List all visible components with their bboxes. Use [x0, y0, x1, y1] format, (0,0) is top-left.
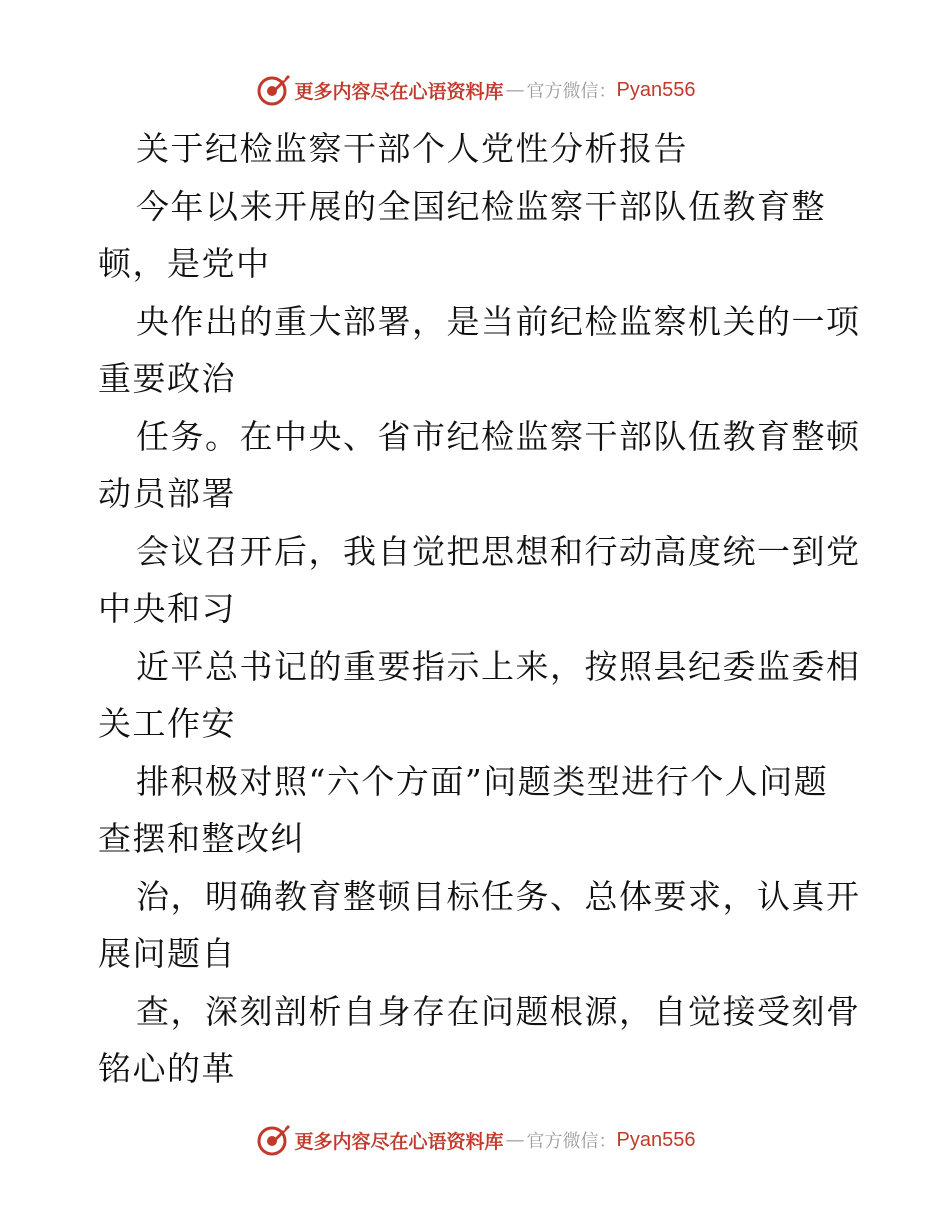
document-title: 关于纪检监察干部个人党性分析报告	[136, 129, 688, 168]
text-line: 顿，是党中	[98, 244, 271, 283]
quill-logo-icon	[255, 1122, 291, 1158]
banner-dash: —	[505, 1129, 525, 1151]
banner-wechat-label: 官方微信：	[526, 81, 617, 102]
text-line: 铭心的革	[98, 1049, 236, 1088]
text-line: 治，明确教育整顿目标任务、总体要求，认真开	[136, 876, 861, 916]
text-line: 关工作安	[98, 704, 236, 743]
footer-banner	[0, 1120, 950, 1160]
document-body	[98, 120, 861, 1098]
banner-wechat-id: Pyan556	[616, 78, 696, 101]
text-line: 查，深刻剖析自身存在问题根源，自觉接受刻骨	[136, 991, 861, 1031]
banner-dash: —	[505, 79, 525, 101]
text-line: 重要政治	[98, 359, 236, 398]
banner-wechat-id: Pyan556	[616, 1128, 696, 1151]
text-line: 动员部署	[98, 474, 236, 513]
banner-title: 更多内容尽在心语资料库	[294, 80, 504, 103]
text-line: 任务。在中央、省市纪检监察干部队伍教育整顿	[136, 416, 861, 456]
text-line: 会议召开后，我自觉把思想和行动高度统一到党	[136, 531, 861, 571]
text-line: 今年以来开展的全国纪检监察干部队伍教育整	[136, 186, 826, 226]
header-banner	[0, 70, 950, 110]
text-line: 排积极对照“六个方面”问题类型进行个人问题	[136, 761, 829, 801]
text-line: 央作出的重大部署，是当前纪检监察机关的一项	[136, 301, 861, 341]
text-line: 近平总书记的重要指示上来，按照县纪委监委相	[136, 646, 861, 686]
quill-logo-icon	[255, 72, 291, 108]
text-line: 展问题自	[98, 934, 236, 973]
banner-title: 更多内容尽在心语资料库	[294, 1130, 504, 1153]
text-line: 中央和习	[98, 589, 236, 628]
banner-wechat-label: 官方微信：	[526, 1131, 617, 1152]
text-line: 查摆和整改纠	[98, 819, 305, 858]
